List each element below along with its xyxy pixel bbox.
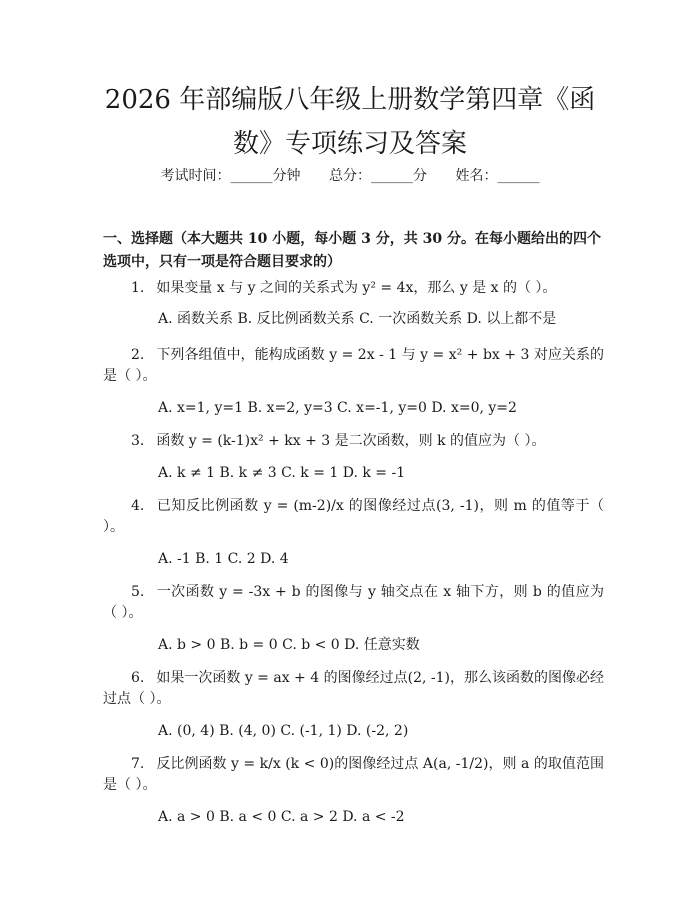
question-number: 4. xyxy=(131,498,145,514)
exam-score: 总分：______分 xyxy=(329,168,427,184)
question-text xyxy=(103,582,604,624)
question-item xyxy=(103,278,604,330)
question-item xyxy=(103,668,604,742)
question-stem: 一次函数 y = -3x + b 的图像与 y 轴交点在 x 轴下方，则 b 的值应为（ ）。 xyxy=(103,584,604,621)
question-number: 2. xyxy=(131,347,145,363)
exam-time: 考试时间：______分钟 xyxy=(160,168,301,184)
question-stem: 函数 y = (k-1)x² + kx + 3 是二次函数，则 k 的值应为（ ）。 xyxy=(156,433,546,449)
question-text xyxy=(103,431,604,452)
question-options: A. b > 0 B. b = 0 C. b < 0 D. 任意实数 xyxy=(158,637,420,653)
question-stem: 如果一次函数 y = ax + 4 的图像经过点(2, -1)，那么该函数的图像必经过点（ ）。 xyxy=(103,670,604,707)
question-stem: 下列各组值中，能构成函数 y = 2x - 1 与 y = x² + bx + 3 对应关系的是（ ）。 xyxy=(103,347,604,384)
question-options: A. 函数关系 B. 反比例函数关系 C. 一次函数关系 D. 以上都不是 xyxy=(158,311,557,327)
question-stem: 反比例函数 y = k/x (k < 0)的图像经过点 A(a, -1/2)，则 a 的取值范围是（ ）。 xyxy=(103,756,604,793)
question-text xyxy=(103,345,604,387)
question-text xyxy=(103,278,604,299)
question-item xyxy=(103,496,604,570)
section-heading: 一、选择题（本大题共 10 小题，每小题 3 分，共 30 分。在每小题给出的四个选项中，只有一项是符合题目要求的） xyxy=(103,231,601,270)
exam-name: 姓名：______ xyxy=(455,168,540,184)
question-item xyxy=(103,431,604,484)
title-line-2: 数》专项练习及答案 xyxy=(232,129,467,159)
question-item xyxy=(103,345,604,419)
question-stem: 如果变量 x 与 y 之间的关系式为 y² = 4x，那么 y 是 x 的（ ）。 xyxy=(156,280,557,296)
question-stem: 已知反比例函数 y = (m-2)/x 的图像经过点(3, -1)，则 m 的值等于（ ）。 xyxy=(103,498,604,535)
question-text xyxy=(103,496,604,538)
question-number: 6. xyxy=(131,670,145,686)
question-number: 3. xyxy=(131,433,145,449)
question-text xyxy=(103,668,604,710)
question-number: 5. xyxy=(131,584,145,600)
exam-info xyxy=(0,166,700,186)
question-options: A. -1 B. 1 C. 2 D. 4 xyxy=(158,551,289,567)
question-number: 7. xyxy=(131,756,145,772)
question-text xyxy=(103,754,604,796)
question-options: A. x=1, y=1 B. x=2, y=3 C. x=-1, y=0 D. x=0, y=2 xyxy=(158,400,517,416)
question-list xyxy=(103,278,604,828)
document-title xyxy=(100,78,600,166)
question-number: 1. xyxy=(131,280,145,296)
question-item xyxy=(103,582,604,656)
question-options: A. k ≠ 1 B. k ≠ 3 C. k = 1 D. k = -1 xyxy=(158,465,406,481)
question-options: A. a > 0 B. a < 0 C. a > 2 D. a < -2 xyxy=(158,809,405,825)
question-options: A. (0, 4) B. (4, 0) C. (-1, 1) D. (-2, 2) xyxy=(158,723,409,739)
question-item xyxy=(103,754,604,828)
title-line-1: 2026 年部编版八年级上册数学第四章《函 xyxy=(104,85,596,115)
